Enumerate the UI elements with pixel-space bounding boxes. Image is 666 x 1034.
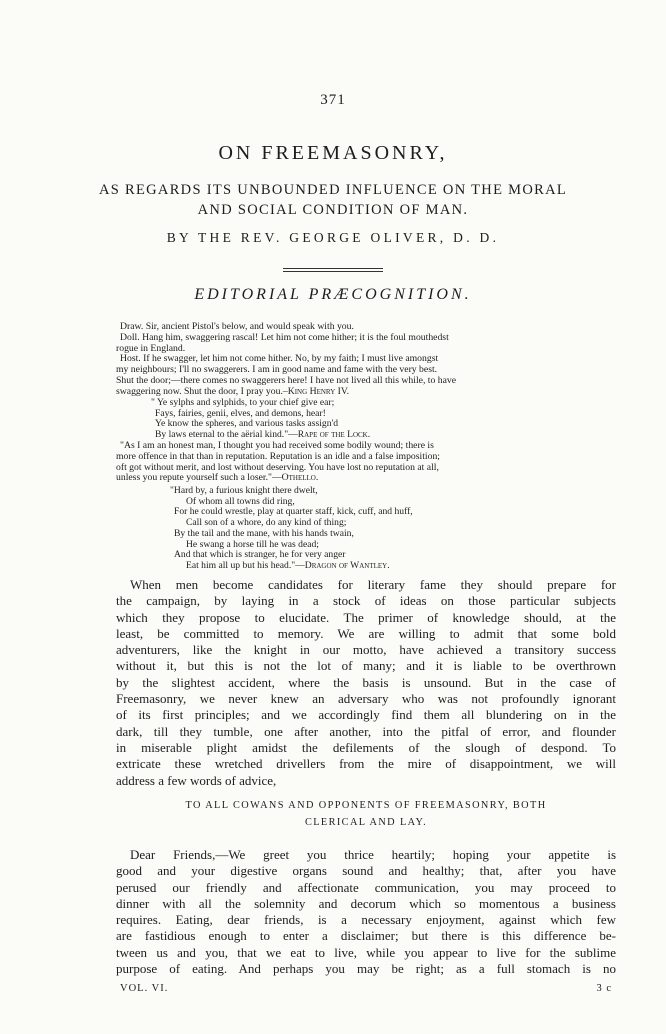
text-line: perused our friendly and affectionate communication, you may proceed to bbox=[116, 879, 616, 895]
text-line: requires. Eating, dear friends, is a necessary enjoyment, against which few bbox=[116, 912, 616, 928]
text-line: by the slightest accident, where the basis is unsound. But in the case of bbox=[116, 674, 616, 690]
text-line: are fastidious enough to enter a disclaimer; but there is this difference be- bbox=[116, 928, 616, 944]
text-line: purpose of eating. And perhaps you may be right; as a full stomach is no bbox=[116, 961, 616, 977]
epigraph-line: unless you repute yourself such a loser."— bbox=[116, 472, 282, 484]
text-line: of its first principles; and we accordingly find them all blundering on in the bbox=[116, 707, 616, 723]
text-line: which they propose to elucidate. The primer of knowledge should, at the bbox=[116, 609, 616, 625]
epigraph-line: And that which is stranger, he for very anger bbox=[174, 549, 346, 561]
epigraph-line: By laws eternal to the aërial kind."— bbox=[155, 429, 298, 441]
epigraph-line: Ye know the spheres, and various tasks assign'd bbox=[155, 418, 339, 430]
epigraph-line: Of whom all towns did ring, bbox=[186, 495, 295, 507]
epigraph-henry bbox=[116, 322, 616, 398]
epigraph-line: oft got without merit, and lost without deserving. You have lost no reputation at all, bbox=[116, 461, 439, 473]
epigraph-line: By the tail and the mane, with his hands twain, bbox=[174, 527, 354, 539]
epigraph-line: For he could wrestle, play at quarter staff, kick, cuff, and huff, bbox=[174, 506, 413, 518]
text-line: extricate these wretched drivellers from the mire of disappointment, we will bbox=[116, 756, 616, 772]
epigraph-line: Shut the door;—there comes no swaggerers here! I have not lived all this while, to have bbox=[116, 374, 457, 386]
text-line: good and your digestive organs sound and healthy; that, after you have bbox=[116, 863, 616, 879]
epigraph-line: He swang a horse till he was dead; bbox=[186, 538, 319, 550]
epigraph-line: my neighbours; I'll no swaggerers. I am in good name and fame with the very best. bbox=[116, 364, 438, 376]
epigraph-line: swaggering now. Shut the door, I pray you.– bbox=[116, 385, 288, 397]
epigraph-line: "As I am an honest man, I thought you had received some bodily wound; there is bbox=[120, 440, 434, 451]
epigraph-line: " Ye sylphs and sylphids, to your chief give ear; bbox=[151, 397, 335, 408]
text-line: the campaign, by laying in a stock of ideas on those particular subjects bbox=[116, 593, 616, 609]
epigraph-othello bbox=[116, 441, 616, 484]
epigraph-dragon bbox=[170, 486, 413, 572]
signature-mark: 3 c bbox=[596, 983, 612, 994]
epigraph-line: "Hard by, a furious knight there dwelt, bbox=[170, 485, 318, 496]
epigraph-line: Fays, fairies, genii, elves, and demons, hear! bbox=[155, 407, 326, 419]
epigraph-attribution: Dragon of Wantley. bbox=[304, 559, 390, 571]
page-number: 371 bbox=[320, 92, 346, 108]
text-line: Freemasonry, we never knew an adversary who was not profoundly ignorant bbox=[116, 691, 616, 707]
epigraph-pope bbox=[151, 398, 370, 441]
text-line: dark, till they tumble, one after another, into the pitfal of error, and flounder bbox=[116, 723, 616, 739]
article-subtitle-line-1: AS REGARDS ITS UNBOUNDED INFLUENCE ON THE MORAL bbox=[98, 182, 568, 198]
article-title: ON FREEMASONRY, bbox=[218, 142, 448, 164]
editorial-heading: EDITORIAL PRÆCOGNITION. bbox=[194, 286, 472, 303]
text-line: When men become candidates for literary fame they should prepare for bbox=[130, 577, 616, 592]
epigraph-line: Host. If he swagger, let him not come hither. No, by my faith; I must live amongst bbox=[120, 353, 439, 365]
text-line: adventurers, like the knight in our motto, have achieved a transitory success bbox=[116, 642, 616, 658]
text-line: address a few words of advice, bbox=[116, 772, 277, 788]
author-byline: BY THE REV. GEORGE OLIVER, D. D. bbox=[166, 230, 500, 245]
epigraph-line: Doll. Hang him, swaggering rascal! Let him not come hither; it is the foul mouthedst bbox=[120, 331, 449, 343]
epigraph-line: Eat him all up but his head."— bbox=[186, 559, 305, 571]
epigraph-line: Draw. Sir, ancient Pistol's below, and would speak with you. bbox=[120, 321, 354, 332]
section-heading-line-2: CLERICAL AND LAY. bbox=[304, 817, 428, 828]
volume-label: VOL. VI. bbox=[120, 983, 169, 994]
epigraph-attribution: Othello. bbox=[281, 472, 319, 484]
text-line: least, be committed to memory. We are willing to admit that some bold bbox=[116, 625, 616, 641]
epigraph-line: Call son of a whore, do any kind of thing; bbox=[186, 517, 347, 529]
epigraph-attribution: Rape of the Lock. bbox=[297, 429, 371, 441]
text-line: dinner with all the solemnity and decorum which so momentous a business bbox=[116, 895, 616, 911]
epigraph-line: more offence in that than in reputation. Reputation is an idle and a false imposition; bbox=[116, 450, 441, 462]
article-subtitle-line-2: AND SOCIAL CONDITION OF MAN. bbox=[197, 202, 469, 218]
text-line: Dear Friends,—We greet you thrice heartily; hoping your appetite is bbox=[130, 847, 616, 862]
text-line: without it, but this is not the lot of many; and it is liable to be overthrown bbox=[116, 658, 616, 674]
section-heading-line-1: TO ALL COWANS AND OPPONENTS OF FREEMASONRY, BOTH bbox=[185, 800, 547, 811]
body-paragraph-2 bbox=[116, 847, 616, 977]
epigraph-attribution: King Henry IV. bbox=[287, 385, 350, 397]
epigraph-line: rogue in England. bbox=[116, 342, 186, 354]
ornamental-rule bbox=[283, 268, 383, 274]
body-paragraph-1 bbox=[116, 577, 616, 789]
text-line: tween us and you, that we eat to live, while you appear to live for the sublime bbox=[116, 944, 616, 960]
text-line: in miserable plight amidst the defilements of the slough of despond. To bbox=[116, 739, 616, 755]
